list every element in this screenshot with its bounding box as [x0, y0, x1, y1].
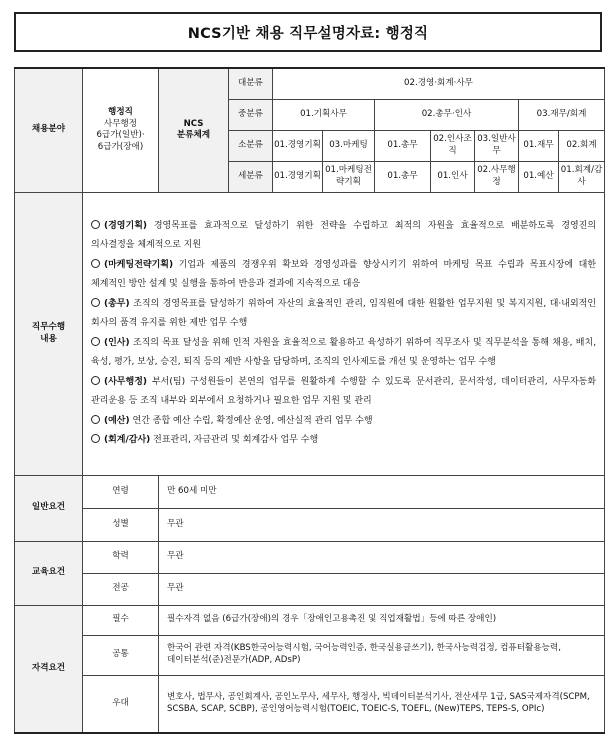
major-class-label: 대분류: [229, 68, 273, 99]
job-title-cell: [83, 68, 159, 192]
circle-bullet-icon: [91, 298, 100, 307]
required-label: 필수: [83, 605, 159, 635]
section-recruit: 채용분야: [15, 68, 83, 192]
document-title: NCS기반 채용 직무설명자료: 행정직: [187, 25, 429, 42]
duty-item: (경영기획) 경영목표를 효과적으로 달성하기 위한 전략을 수립하고 최적의 자원을 효율적으로 배분하도록 경영진의 의사결정을 체계적으로 지원: [91, 220, 597, 250]
detail-class-7: 01.회계/감사: [559, 161, 605, 192]
preferred-value: 변호사, 법무사, 공인회계사, 공인노무사, 세무사, 행정사, 빅데이터분석기사, 전산세무 1급, SAS국제자격(SCPM, SCSBA, SCAP, SCBP), 공인영어능력시험(TOEIC, TOEIC-S, TOEFL, (New)TEPS, TEPS-S, OPIc): [159, 675, 605, 733]
middle-class-1: 01.기획사무: [273, 99, 375, 130]
job-grade-1: 6급가(일반)·: [96, 130, 145, 141]
small-class-label: 소분류: [229, 130, 273, 161]
detail-class-5: 02.사무행정: [475, 161, 519, 192]
ncs-label: NCS: [183, 118, 204, 129]
age-label: 연령: [83, 475, 159, 508]
duty-item: (회계/감사) 전표관리, 자금관리 및 회계감사 업무 수행: [91, 431, 596, 451]
common-label: 공통: [83, 635, 159, 675]
required-value: 필수자격 없음 (6급가(장애)의 경우「장애인고용촉진 및 직업재활법」등에 따른 장애인): [159, 605, 605, 635]
section-education: 교육요건: [15, 541, 83, 605]
duty-item: (총무) 조직의 경영목표를 달성하기 위하여 자산의 효율적인 관리, 임직원에 대한 원활한 업무지원 및 복지지원, 대·내외적인 회사의 품격 유지를 위한 제반 업무 수행: [91, 298, 597, 328]
middle-class-2: 02.총무·인사: [375, 99, 519, 130]
small-class-6: 01.재무: [519, 130, 559, 161]
section-duties-line-1: 직무수행: [31, 321, 66, 332]
section-general: 일반요건: [15, 475, 83, 541]
circle-bullet-icon: [91, 220, 100, 229]
small-class-7: 02.회계: [559, 130, 605, 161]
detail-class-1: 01.경영기획: [273, 161, 323, 192]
section-qualification: 자격요건: [15, 605, 83, 733]
job-name: 행정직: [108, 107, 133, 118]
middle-class-label: 중분류: [229, 99, 273, 130]
small-class-4: 02.인사조직: [431, 130, 475, 161]
job-grade-2: 6급가(장애): [97, 141, 144, 152]
duty-item: (인사) 조직의 목표 달성을 위해 인적 자원을 효율적으로 활용하고 육성하기 위하여 직무조사 및 직무분석을 통해 채용, 배치, 육성, 평가, 보상, 승진, 퇴직 등의 제반 사항을 담당하며, 조직의 인사제도를 개선 및 운영하는 업무 수행: [91, 337, 597, 367]
gender-value: 무관: [159, 508, 605, 541]
duties-content: [83, 192, 605, 475]
small-class-3: 01.총무: [375, 130, 431, 161]
degree-label: 학력: [83, 541, 159, 573]
section-duties: [15, 192, 83, 475]
small-class-5: 03.일반사무: [475, 130, 519, 161]
job-subname: 사무행정: [103, 118, 138, 129]
major-value: 무관: [159, 573, 605, 605]
circle-bullet-icon: [91, 259, 100, 268]
ncs-classification-label: 분류체계: [176, 130, 211, 141]
preferred-label: 우대: [83, 675, 159, 733]
middle-class-3: 03.재무/회계: [519, 99, 605, 130]
gender-label: 성별: [83, 508, 159, 541]
detail-class-4: 01.인사: [431, 161, 475, 192]
circle-bullet-icon: [91, 415, 100, 424]
major-class-value: 02.경영·회계·사무: [273, 68, 605, 99]
age-value: 만 60세 미만: [159, 475, 605, 508]
ncs-label-cell: [159, 68, 229, 192]
small-class-1: 01.경영기획: [273, 130, 323, 161]
document-title-box: [14, 12, 602, 52]
detail-class-6: 01.예산: [519, 161, 559, 192]
duty-item: (예산) 연간 종합 예산 수립, 확정예산 운영, 예산실적 관리 업무 수행: [91, 412, 596, 432]
degree-value: 무관: [159, 541, 605, 573]
small-class-2: 03.마케팅: [323, 130, 375, 161]
detail-class-label: 세분류: [229, 161, 273, 192]
circle-bullet-icon: [91, 376, 100, 385]
duty-item: (마케팅전략기획) 기업과 제품의 경쟁우위 확보와 경영성과를 향상시키기 위하여 마케팅 목표 수립과 목표시장에 대한 체계적인 방안 설계 및 실행을 통하여 반응과 결과에 지속적으로 대응: [91, 259, 597, 289]
common-value: 한국어 관련 자격(KBS한국어능력시험, 국어능력인증, 한국실용글쓰기), 한국사능력검정, 컴퓨터활용능력, 데이터분석(준)전문가(ADP, ADsP): [159, 635, 605, 675]
major-label: 전공: [83, 573, 159, 605]
circle-bullet-icon: [91, 337, 100, 346]
duty-item: (사무행정) 부서(팀) 구성원들이 본연의 업무를 원활하게 수행할 수 있도록 문서관리, 문서작성, 데이터관리, 사무자동화 관리운용 등 조직 내부와 외부에서 요청하거나 필요한 업무 지원 및 관리: [91, 376, 597, 406]
section-duties-line-2: 내용: [40, 333, 57, 344]
detail-class-2: 01.마케팅전략기획: [323, 161, 375, 192]
circle-bullet-icon: [91, 434, 100, 443]
detail-class-3: 01.총무: [375, 161, 431, 192]
job-description-table: [14, 67, 605, 734]
